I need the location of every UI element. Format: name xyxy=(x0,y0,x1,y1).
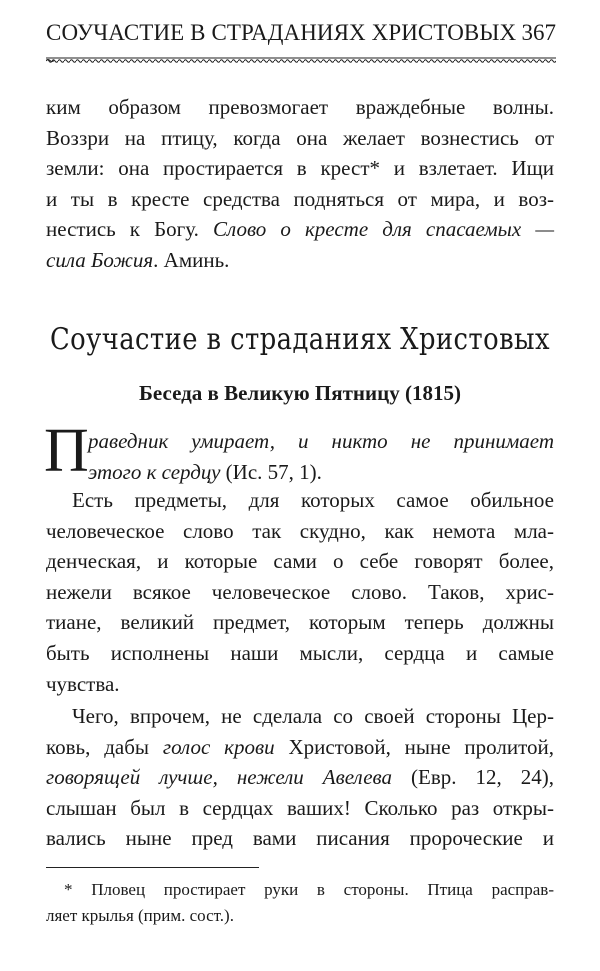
text-line: чувства. xyxy=(46,671,120,696)
text-line: Воззри на птицу, когда она желает вознестись от xyxy=(46,125,554,150)
chapter-subtitle: Беседа в Великую Пятницу (1815) xyxy=(139,381,461,405)
text-span: ковь, дабы xyxy=(46,734,163,759)
scripture-quote: раведник умирает, и никто не принимает xyxy=(88,429,554,453)
text-line: ким образом превозмогает враждебные волны. xyxy=(46,95,554,119)
text-line: земли: она простирается в крест* и взлетает. Ищи xyxy=(46,156,554,181)
citation: (Евр. 12, 24), xyxy=(392,765,555,790)
chapter-title: Соучастие в страданиях Христовых xyxy=(49,322,551,357)
paragraph-1 xyxy=(46,92,554,276)
text-line: человеческое слово так скудно, как немота мла- xyxy=(46,518,554,543)
text-line: денческая, и которые сами о себе говорят более, xyxy=(46,549,554,574)
page-number: 367 xyxy=(521,20,556,45)
text-line: Чего, впрочем, не сделала со своей стороны Цер- xyxy=(72,704,554,728)
text-line: и ты в кресте средства подняться от мира, и воз- xyxy=(46,186,554,211)
text-line xyxy=(88,457,554,488)
text-line xyxy=(46,245,554,276)
text-span: Христовой, ныне пролитой, xyxy=(274,734,555,759)
footnote-line: ляет крылья (прим. сост.). xyxy=(46,906,234,925)
footnote-rule xyxy=(46,867,259,868)
text-line: Есть предметы, для которых самое обильное xyxy=(72,488,554,512)
scripture-quote: говорящей лучше, нежели Авелева xyxy=(46,765,393,790)
text-line xyxy=(46,214,554,245)
scripture-quote: этого к сердцу xyxy=(88,459,221,484)
ornamental-rule xyxy=(46,57,556,63)
text-line: тиане, великий предмет, которым теперь должны xyxy=(46,610,554,635)
text-line: быть исполнены наши мысли, сердца и самые xyxy=(46,640,554,665)
text-line xyxy=(46,732,554,763)
text-span: . Аминь. xyxy=(153,247,230,272)
text-line: слышан был в сердцах ваших! Сколько раз откры- xyxy=(46,795,554,820)
scripture-quote: сила Божия xyxy=(46,247,154,272)
citation: (Ис. 57, 1). xyxy=(220,459,322,484)
paragraph-3 xyxy=(46,701,554,854)
opening-epigraph xyxy=(88,426,554,487)
text-span: нестись к Богу. xyxy=(46,217,214,242)
scripture-quote: Слово о кресте для спасаемых — xyxy=(213,217,554,242)
drop-cap: П xyxy=(44,417,89,485)
text-line: нежели всякое человеческое слово. Таков, хрис- xyxy=(46,579,554,604)
scripture-quote: голос крови xyxy=(162,734,275,759)
text-line xyxy=(88,426,554,457)
footnote xyxy=(46,877,554,929)
running-title: СОУЧАСТИЕ В СТРАДАНИЯХ ХРИСТОВЫХ xyxy=(46,20,517,45)
running-head xyxy=(46,20,556,52)
footnote-line: * Пловец простирает руки в стороны. Птица расправ- xyxy=(64,880,554,899)
paragraph-2 xyxy=(46,485,554,699)
text-line: вались ныне пред вами писания пророческие и xyxy=(46,826,554,851)
text-line xyxy=(46,762,554,793)
